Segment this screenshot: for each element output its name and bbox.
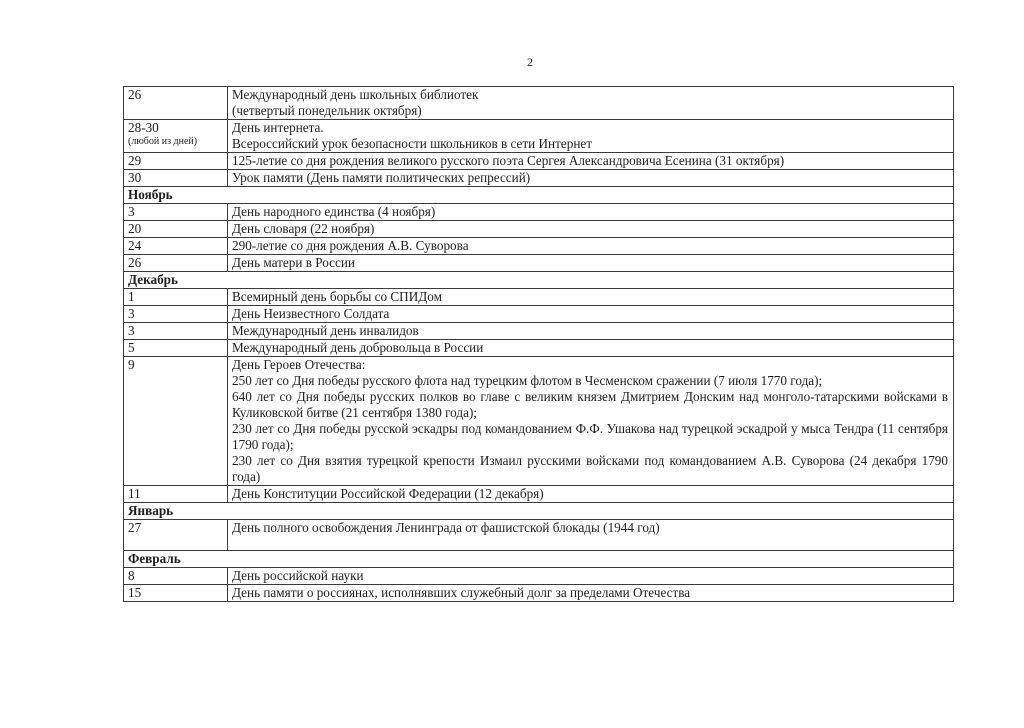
month-header-row [124, 503, 954, 520]
event-row [124, 87, 954, 120]
event-date-cell [124, 170, 228, 187]
event-date: 3 [128, 204, 135, 219]
event-date-cell [124, 306, 228, 323]
event-description-line: Международный день добровольца в России [232, 340, 484, 355]
event-date: 28-30 [128, 120, 159, 135]
event-row [124, 255, 954, 272]
event-date: 24 [128, 238, 142, 253]
event-description-cell [228, 255, 954, 272]
event-description-line: День Героев Отечества: [232, 357, 366, 372]
event-date: 26 [128, 255, 142, 270]
event-date: 9 [128, 357, 135, 372]
event-row [124, 221, 954, 238]
event-date: 20 [128, 221, 142, 236]
event-date: 11 [128, 486, 141, 501]
event-description-line: 640 лет со Дня победы русских полков во главе с великим князем Дмитрием Донским над монголо-татарскими войсками в Куликовской битве (21 сентября 1380 года); [232, 389, 948, 420]
event-description-line: День памяти о россиянах, исполнявших служебный долг за пределами Отечества [232, 585, 691, 600]
event-description-line: 250 лет со Дня победы русского флота над турецким флотом в Чесменском сражении (7 июля 1770 года); [232, 373, 823, 388]
event-description-cell [228, 289, 954, 306]
event-date-cell [124, 323, 228, 340]
event-description-line: День российской науки [232, 568, 364, 583]
event-row [124, 170, 954, 187]
page-number: 2 [527, 55, 533, 69]
event-row [124, 323, 954, 340]
event-description-cell [228, 486, 954, 503]
event-description-line: 290-летие со дня рождения А.В. Суворова [232, 238, 469, 253]
event-description-cell [228, 585, 954, 602]
event-description-line: Всемирный день борьбы со СПИДом [232, 289, 442, 304]
event-row [124, 204, 954, 221]
event-description-cell [228, 323, 954, 340]
event-row [124, 357, 954, 486]
event-date: 5 [128, 340, 135, 355]
event-date-note: (любой из дней) [128, 136, 198, 147]
event-description-line: День интернета. [232, 120, 324, 135]
event-description-line: (четвертый понедельник октября) [232, 103, 422, 118]
event-description-line: День Неизвестного Солдата [232, 306, 390, 321]
event-date-cell [124, 120, 228, 153]
event-description-cell [228, 170, 954, 187]
event-description-cell [228, 221, 954, 238]
event-date-cell [124, 255, 228, 272]
event-date-cell [124, 87, 228, 120]
event-description-line: День Конституции Российской Федерации (12 декабря) [232, 486, 544, 501]
event-description-cell [228, 120, 954, 153]
event-row [124, 486, 954, 503]
event-date-cell [124, 153, 228, 170]
event-description-cell [228, 238, 954, 255]
event-date: 1 [128, 289, 135, 304]
event-row [124, 568, 954, 585]
event-date: 29 [128, 153, 142, 168]
event-description-line: Урок памяти (День памяти политических репрессий) [232, 170, 531, 185]
events-table-body [124, 87, 954, 602]
event-row [124, 289, 954, 306]
month-header-row [124, 187, 954, 204]
event-row [124, 520, 954, 551]
event-date-cell [124, 289, 228, 306]
event-date: 8 [128, 568, 135, 583]
month-header: Декабрь [124, 272, 954, 289]
event-row [124, 306, 954, 323]
event-date-cell [124, 585, 228, 602]
event-description-line: Международный день школьных библиотек [232, 87, 479, 102]
month-header: Январь [124, 503, 954, 520]
event-row [124, 340, 954, 357]
month-header-row [124, 551, 954, 568]
event-date-cell [124, 568, 228, 585]
event-description-cell [228, 87, 954, 120]
event-row [124, 120, 954, 153]
event-description-line: День народного единства (4 ноября) [232, 204, 436, 219]
event-description-line: 230 лет со Дня взятия турецкой крепости Измаил русскими войсками под командованием А.В. Суворова (24 декабря 1790 года) [232, 453, 948, 484]
event-date: 30 [128, 170, 142, 185]
events-calendar-table [123, 86, 954, 602]
month-header: Февраль [124, 551, 954, 568]
event-date: 3 [128, 306, 135, 321]
event-date-cell [124, 238, 228, 255]
event-row [124, 238, 954, 255]
event-description-cell [228, 568, 954, 585]
event-description-cell [228, 520, 954, 551]
event-description-line: Международный день инвалидов [232, 323, 419, 338]
event-description-line: 230 лет со Дня победы русской эскадры под командованием Ф.Ф. Ушакова над турецкой эскадрой у мыса Тендра (11 сентября 1790 года); [232, 421, 948, 452]
event-description-line: День словаря (22 ноября) [232, 221, 375, 236]
event-date: 26 [128, 87, 142, 102]
event-date-cell [124, 520, 228, 551]
event-date: 27 [128, 520, 142, 535]
event-date: 15 [128, 585, 142, 600]
event-row [124, 585, 954, 602]
event-date-cell [124, 204, 228, 221]
event-row [124, 153, 954, 170]
event-date-cell [124, 486, 228, 503]
month-header: Ноябрь [124, 187, 954, 204]
event-description-cell [228, 204, 954, 221]
event-description-line: 125-летие со дня рождения великого русского поэта Сергея Александровича Есенина (31 октября) [232, 153, 785, 168]
month-header-row [124, 272, 954, 289]
event-description-line: День полного освобождения Ленинграда от фашистской блокады (1944 год) [232, 520, 660, 535]
event-description-line: Всероссийский урок безопасности школьников в сети Интернет [232, 136, 592, 151]
event-description-line: День матери в России [232, 255, 355, 270]
event-date-cell [124, 221, 228, 238]
event-date-cell [124, 340, 228, 357]
event-description-cell [228, 153, 954, 170]
event-date-cell [124, 357, 228, 486]
event-description-cell [228, 340, 954, 357]
event-description-cell [228, 357, 954, 486]
event-description-cell [228, 306, 954, 323]
event-date: 3 [128, 323, 135, 338]
